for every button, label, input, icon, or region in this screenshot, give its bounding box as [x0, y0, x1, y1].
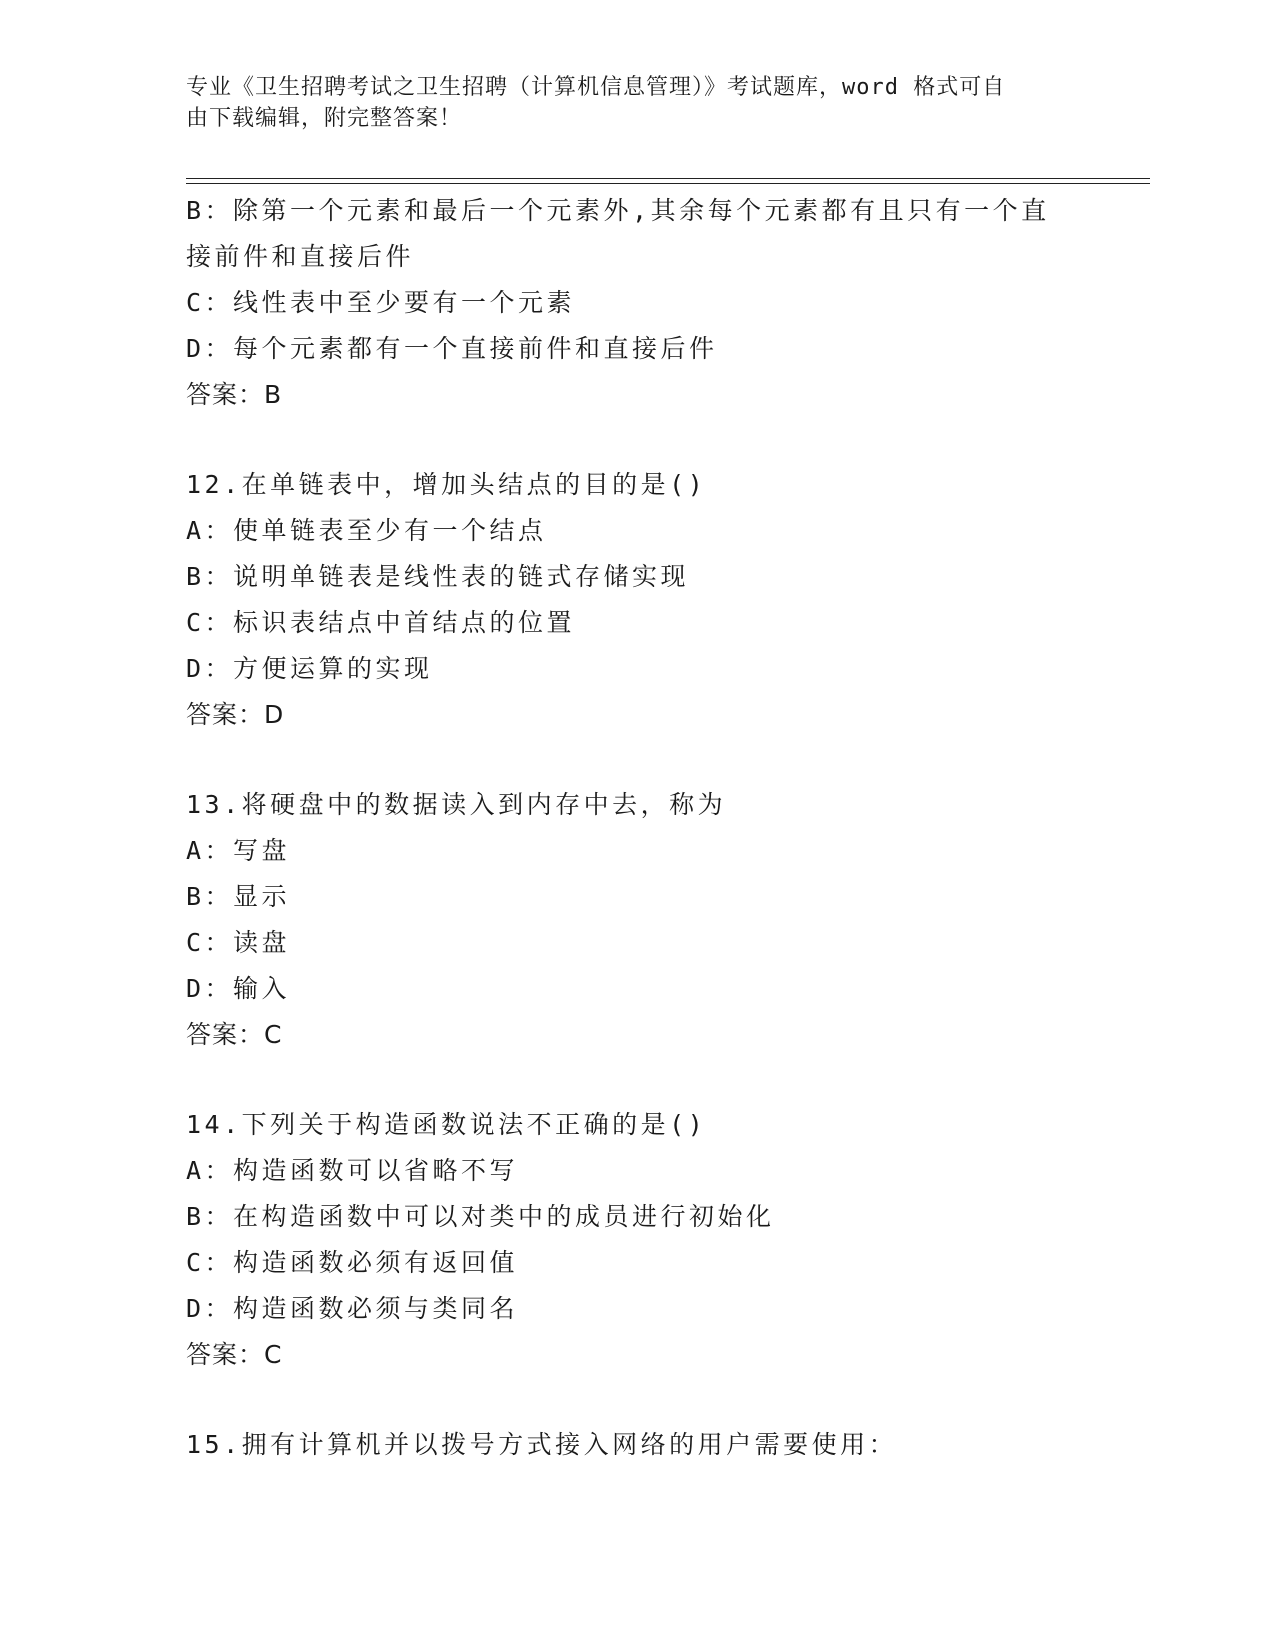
option-c: C：标识表结点中首结点的位置	[186, 608, 576, 637]
question-fragment	[186, 188, 1086, 418]
option-b-line-1: B：除第一个元素和最后一个元素外,其余每个元素都有且只有一个直	[186, 196, 1050, 225]
spacer	[186, 738, 1086, 782]
option-a: A：构造函数可以省略不写	[186, 1156, 519, 1185]
option-b-line-2: 接前件和直接后件	[186, 242, 415, 271]
question-14	[186, 1102, 1086, 1378]
answer: 答案：C	[186, 1340, 283, 1369]
header-line-1: 专业《卫生招聘考试之卫生招聘（计算机信息管理）》考试题库，word 格式可自	[186, 75, 1006, 100]
option-b: B：在构造函数中可以对类中的成员进行初始化	[186, 1202, 775, 1231]
answer: 答案：D	[186, 700, 285, 729]
option-a: A：使单链表至少有一个结点	[186, 516, 547, 545]
answer: 答案：B	[186, 380, 283, 409]
option-d: D：方便运算的实现	[186, 654, 433, 683]
question-stem: 14.下列关于构造函数说法不正确的是()	[186, 1110, 707, 1139]
document-header	[186, 72, 1066, 134]
header-rule-bottom	[186, 183, 1150, 184]
option-a: A：写盘	[186, 836, 291, 865]
answer: 答案：C	[186, 1020, 283, 1049]
question-12	[186, 462, 1086, 738]
header-rule-top	[186, 178, 1150, 179]
option-c: C：构造函数必须有返回值	[186, 1248, 519, 1277]
header-line-2: 由下载编辑，附完整答案！	[186, 106, 463, 131]
question-15	[186, 1422, 1086, 1468]
question-stem: 13.将硬盘中的数据读入到内存中去，称为	[186, 790, 727, 819]
option-c: C：读盘	[186, 928, 291, 957]
spacer	[186, 1058, 1086, 1102]
option-d: D：每个元素都有一个直接前件和直接后件	[186, 334, 718, 363]
option-c: C：线性表中至少要有一个元素	[186, 288, 576, 317]
spacer	[186, 1378, 1086, 1422]
option-b: B：显示	[186, 882, 291, 911]
option-d: D：输入	[186, 974, 291, 1003]
option-d: D：构造函数必须与类同名	[186, 1294, 519, 1323]
question-13	[186, 782, 1086, 1058]
question-stem: 15.拥有计算机并以拨号方式接入网络的用户需要使用：	[186, 1430, 898, 1459]
question-stem: 12.在单链表中，增加头结点的目的是()	[186, 470, 707, 499]
option-b: B：说明单链表是线性表的链式存储实现	[186, 562, 690, 591]
question-list	[186, 188, 1086, 1468]
spacer	[186, 418, 1086, 462]
